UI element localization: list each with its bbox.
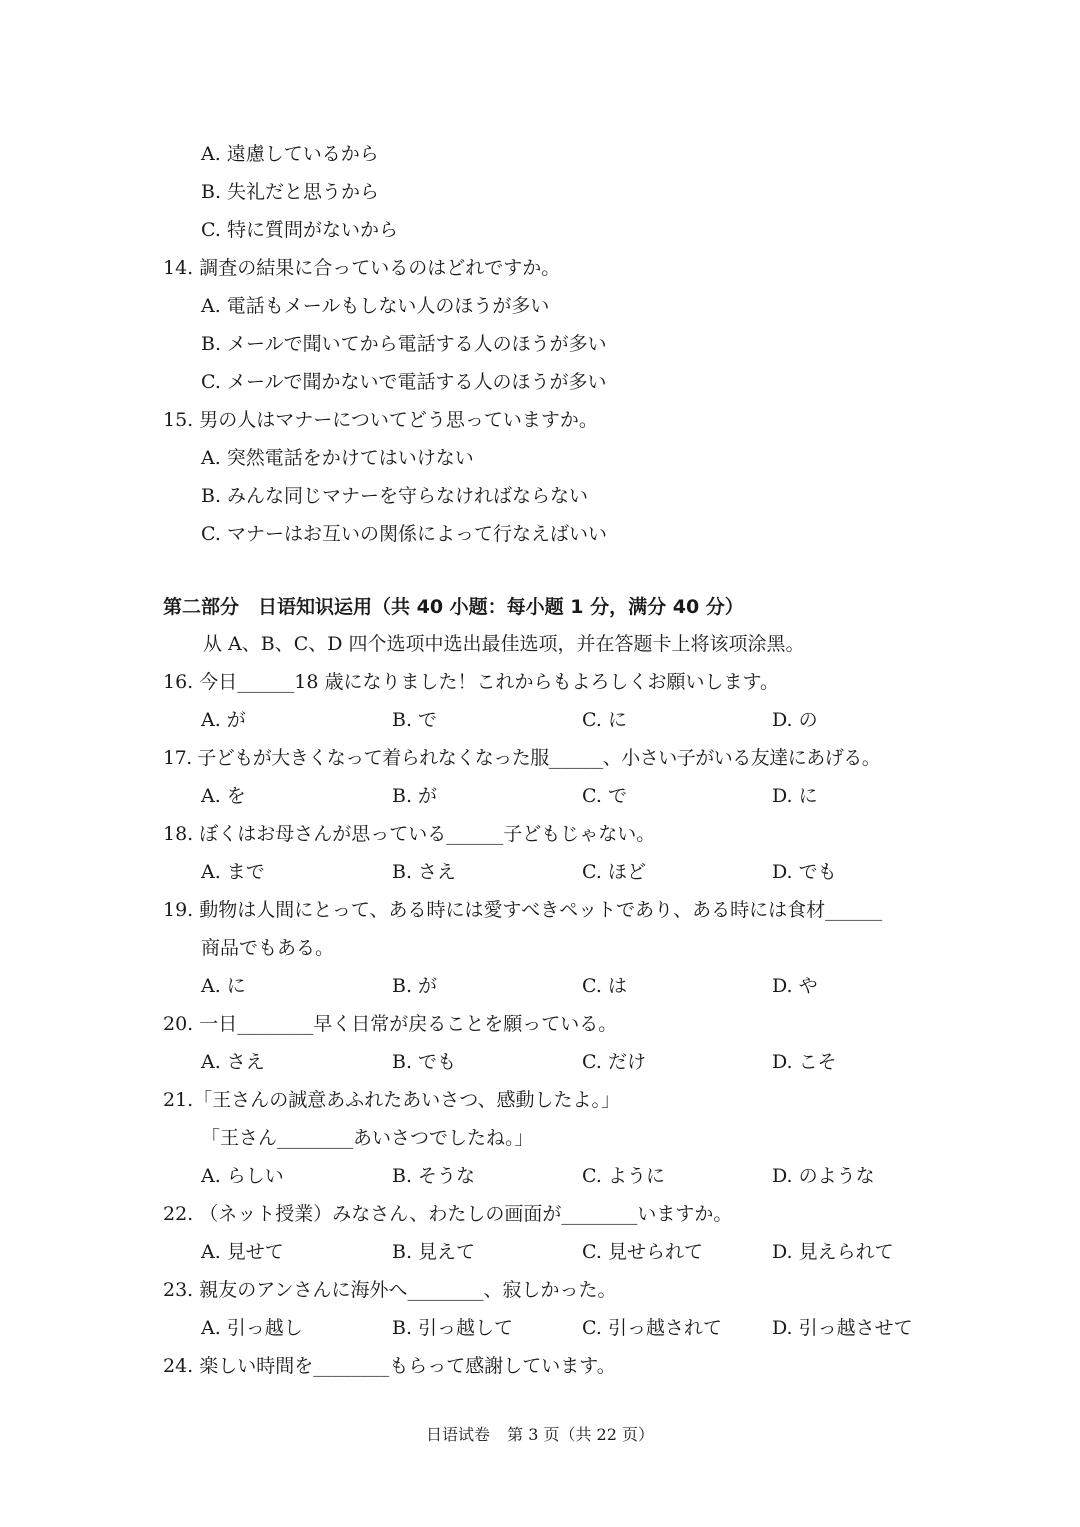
q21-option-a: A. らしい <box>201 1165 284 1187</box>
q17-stem: 17. 子どもが大きくなって着られなくなった服______、小さい子がいる友達にあげる。 <box>163 747 881 769</box>
q16-option-c: C. に <box>582 709 627 731</box>
q22-option-d: D. 見えられて <box>772 1241 894 1263</box>
q14-option-c: C. メールで聞かないで電話する人のほうが多い <box>201 371 607 393</box>
q19-option-a: A. に <box>201 975 246 997</box>
q21-option-b: B. そうな <box>392 1165 476 1187</box>
q17-option-d: D. に <box>772 785 818 807</box>
q19-stem: 19. 動物は人間にとって、ある時には愛すべきペットであり、ある時には食材______ <box>163 899 883 921</box>
q13-option-b: B. 失礼だと思うから <box>201 181 380 203</box>
section-2-instruction: 从 A、B、C、D 四个选项中选出最佳选项，并在答题卡上将该项涂黑。 <box>203 633 805 655</box>
q18-option-d: D. でも <box>772 861 837 883</box>
q14-stem: 14. 調査の結果に合っているのはどれですか。 <box>163 257 561 279</box>
q24-stem: 24. 楽しい時間を________もらって感謝しています。 <box>163 1355 616 1377</box>
q14-option-a: A. 電話もメールもしない人のほうが多い <box>201 295 550 317</box>
q16-stem: 16. 今日______18 歳になりました！これからもよろしくお願いします。 <box>163 671 779 693</box>
q21-stem-continued: 「王さん________あいさつでしたね。」 <box>201 1127 534 1149</box>
q15-option-b: B. みんな同じマナーを守らなければならない <box>201 485 589 507</box>
q20-option-c: C. だけ <box>582 1051 646 1073</box>
q16-option-b: B. で <box>392 709 438 731</box>
q20-option-b: B. でも <box>392 1051 457 1073</box>
q22-stem: 22. （ネット授業）みなさん、わたしの画面が________いますか。 <box>163 1203 733 1225</box>
q18-option-b: B. さえ <box>392 861 457 883</box>
q19-option-d: D. や <box>772 975 818 997</box>
q17-option-a: A. を <box>201 785 246 807</box>
q21-option-c: C. ように <box>582 1165 665 1187</box>
q22-option-a: A. 見せて <box>201 1241 284 1263</box>
q22-option-c: C. 見せられて <box>582 1241 703 1263</box>
q17-option-b: B. が <box>392 785 438 807</box>
q23-option-c: C. 引っ越されて <box>582 1317 722 1339</box>
section-2-title: 第二部分 日语知识运用（共 40 小题：每小题 1 分，满分 40 分） <box>163 596 744 618</box>
q15-option-c: C. マナーはお互いの関係によって行なえばいい <box>201 523 607 545</box>
q18-option-a: A. まで <box>201 861 265 883</box>
footer-subject: 日语试卷 <box>426 1425 491 1444</box>
q16-option-d: D. の <box>772 709 818 731</box>
q19-option-b: B. が <box>392 975 438 997</box>
q20-stem: 20. 一日________早く日常が戻ることを願っている。 <box>163 1013 618 1035</box>
q23-stem: 23. 親友のアンさんに海外へ________、寂しかった。 <box>163 1279 617 1301</box>
q20-option-d: D. こそ <box>772 1051 837 1073</box>
q13-option-c: C. 特に質問がないから <box>201 219 398 241</box>
q13-option-a: A. 遠慮しているから <box>201 143 379 165</box>
q23-option-d: D. 引っ越させて <box>772 1317 913 1339</box>
q20-option-a: A. さえ <box>201 1051 265 1073</box>
q22-option-b: B. 見えて <box>392 1241 476 1263</box>
q15-option-a: A. 突然電話をかけてはいけない <box>201 447 474 469</box>
q18-option-c: C. ほど <box>582 861 646 883</box>
q19-stem-continued: 商品でもある。 <box>201 937 335 959</box>
q17-option-c: C. で <box>582 785 627 807</box>
q16-option-a: A. が <box>201 709 246 731</box>
q19-option-c: C. は <box>582 975 627 997</box>
q18-stem: 18. ぼくはお母さんが思っている______子どもじゃない。 <box>163 823 656 845</box>
footer-page-number: 第 3 页（共 22 页） <box>507 1425 654 1444</box>
q14-option-b: B. メールで聞いてから電話する人のほうが多い <box>201 333 607 355</box>
q21-option-d: D. のような <box>772 1165 875 1187</box>
q23-option-a: A. 引っ越し <box>201 1317 303 1339</box>
q15-stem: 15. 男の人はマナーについてどう思っていますか。 <box>163 409 598 431</box>
q21-stem: 21.「王さんの誠意あふれたあいさつ、感動したよ。」 <box>163 1089 620 1111</box>
page-footer <box>0 1427 1080 1443</box>
q23-option-b: B. 引っ越して <box>392 1317 514 1339</box>
